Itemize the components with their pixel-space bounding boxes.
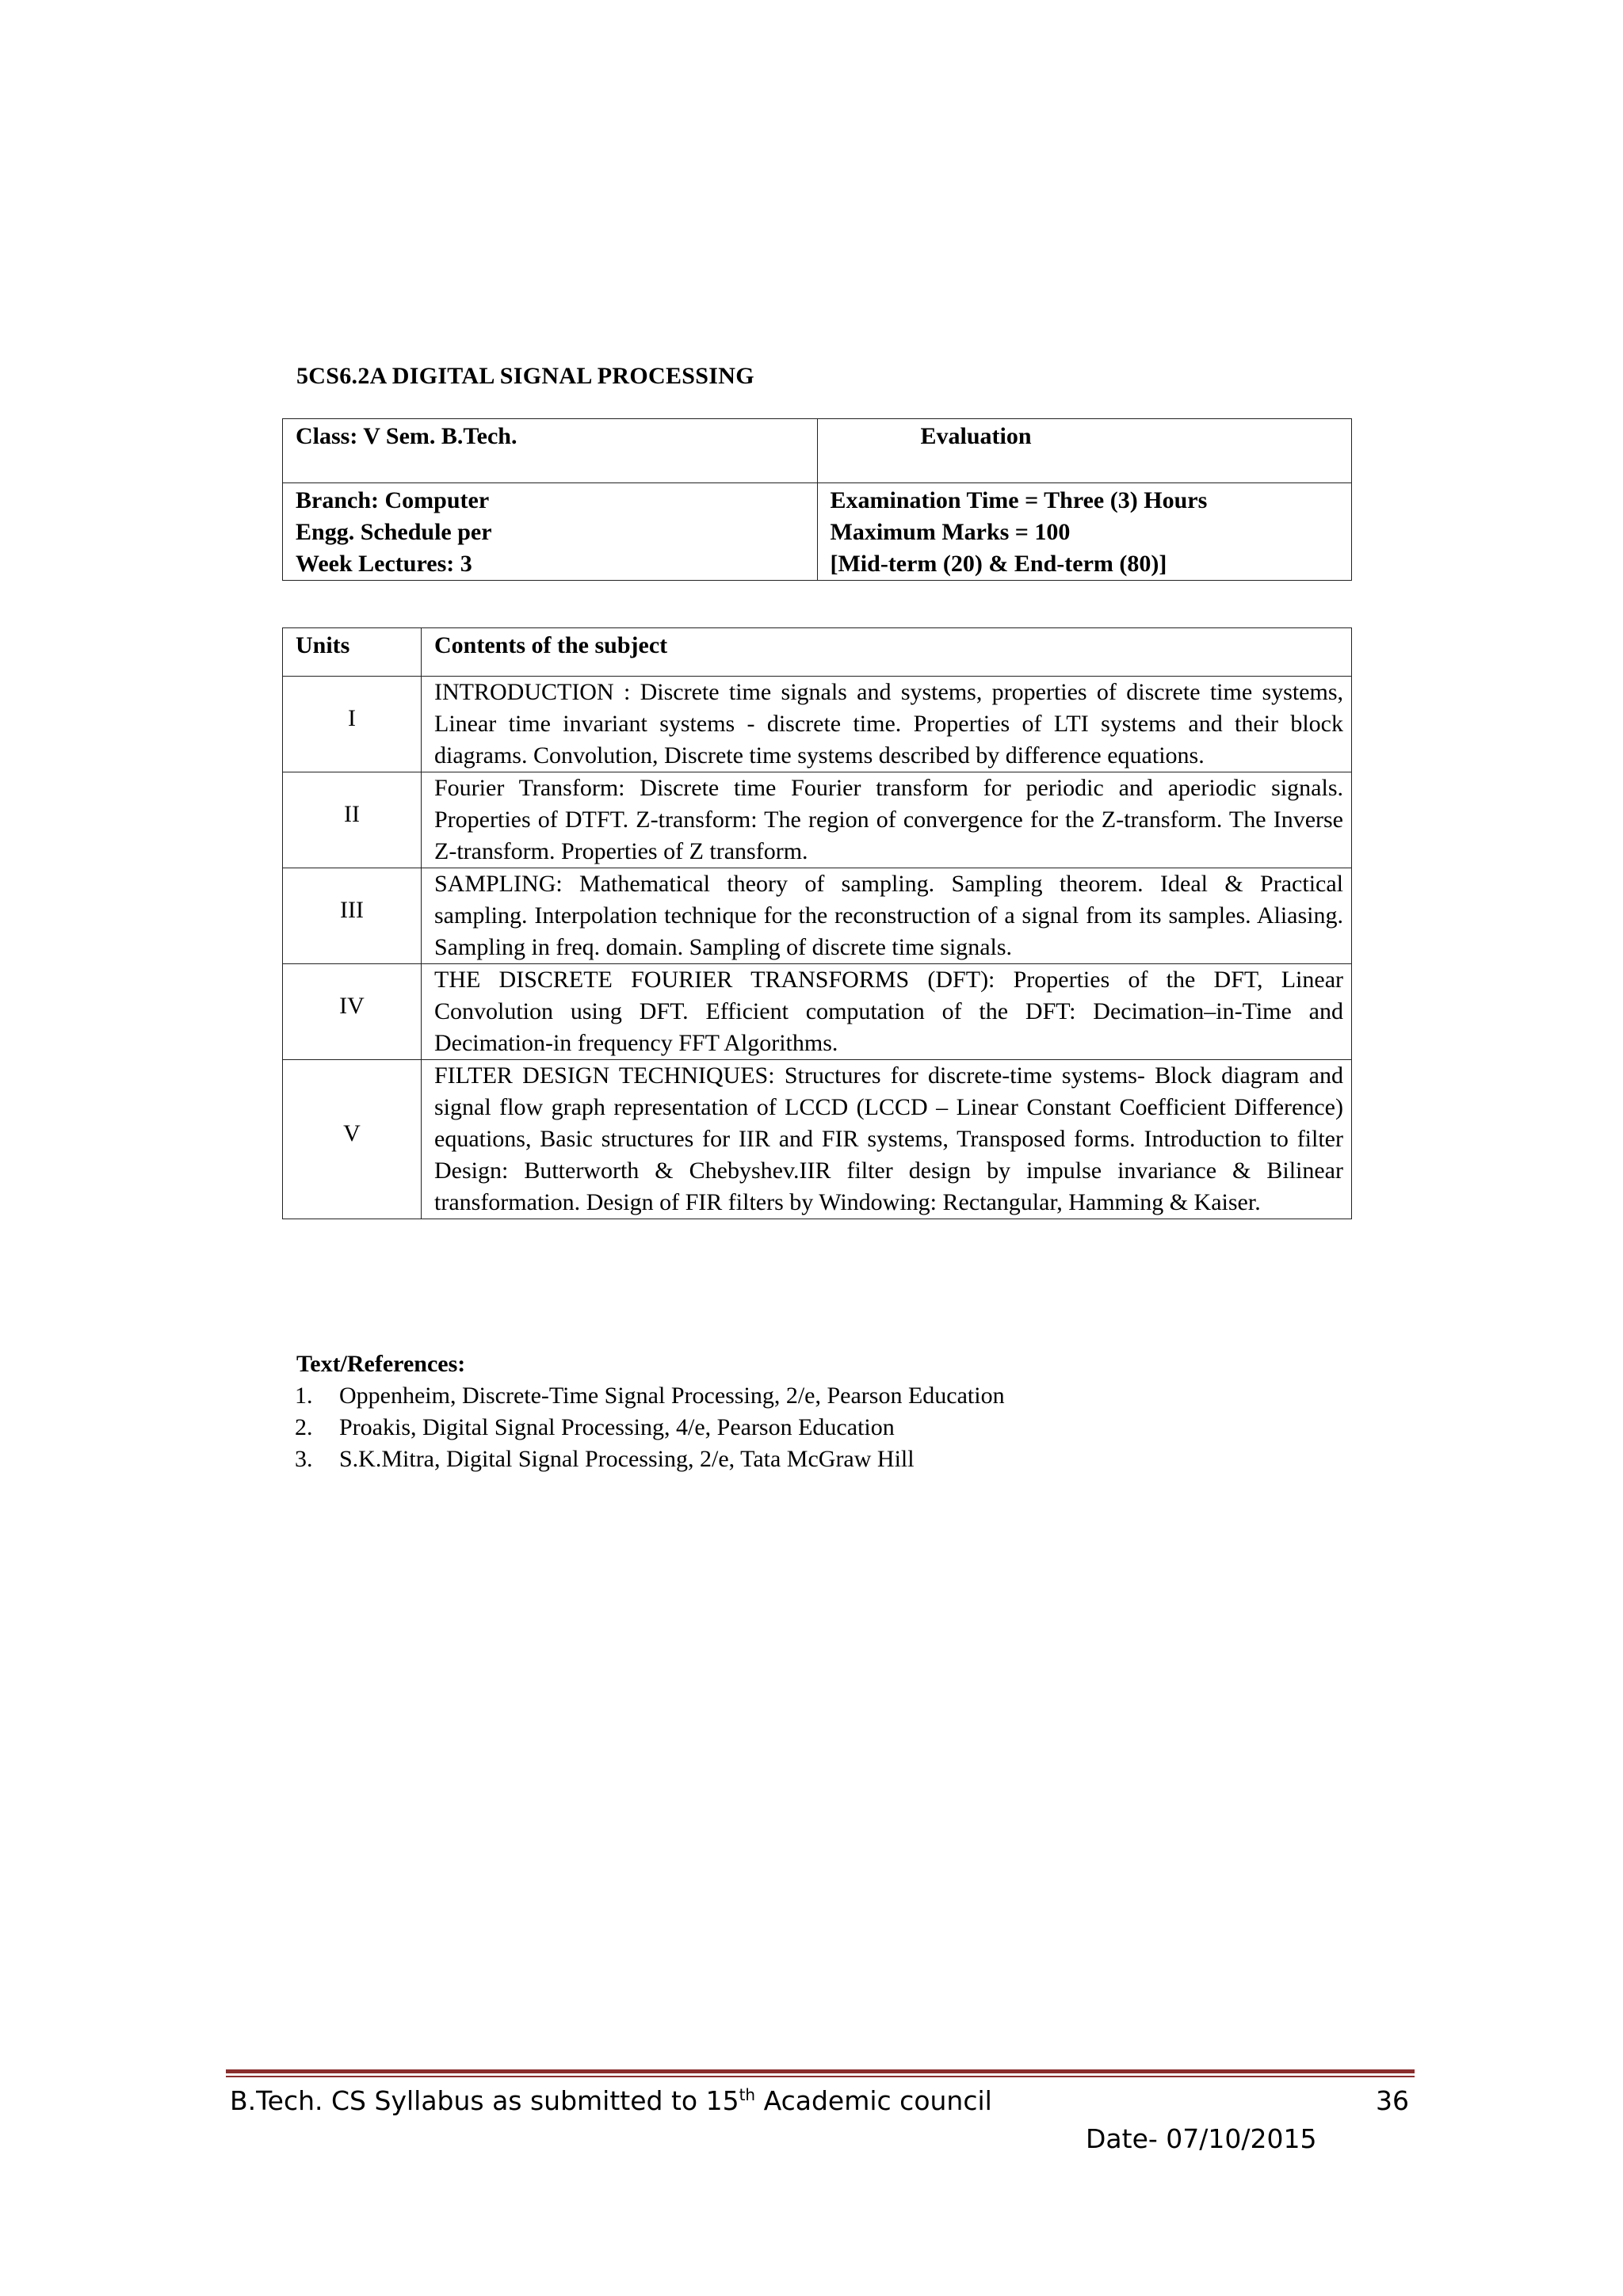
reference-number: 3. [295, 1446, 313, 1472]
unit-content: SAMPLING: Mathematical theory of sampling. Sampling theorem. Ideal & Practical sampling. Interpolation technique for the reconstruction of a signal from its samples. Aliasing. Sampling in freq. domain. Sampling of discrete time signals. [422, 868, 1352, 964]
class-cell [283, 419, 818, 483]
lectures-label: Week Lectures: 3 [296, 551, 472, 577]
unit-number: I [283, 677, 422, 772]
table-row [283, 677, 1352, 772]
footer-rule [226, 2069, 1415, 2073]
reference-number: 2. [295, 1414, 313, 1440]
info-row-details [283, 483, 1352, 581]
course-info-table [282, 418, 1352, 581]
reference-number: 1. [295, 1383, 313, 1409]
footer-superscript: th [739, 2085, 756, 2104]
class-label: Class: V Sem. B.Tech. [296, 423, 517, 449]
table-row [283, 772, 1352, 868]
unit-content: Fourier Transform: Discrete time Fourier transform for periodic and aperiodic signals. Properties of DTFT. Z-transform: The region of convergence for the Z-transform. The Inverse Z-transform. Properties of Z transform. [422, 772, 1352, 868]
table-row [283, 964, 1352, 1060]
unit-number: V [283, 1060, 422, 1219]
syllabus-table [282, 627, 1352, 1219]
schedule-label: Engg. Schedule per [296, 519, 492, 545]
contents-header: Contents of the subject [422, 628, 1352, 677]
references-section [296, 1348, 1005, 1475]
unit-content: THE DISCRETE FOURIER TRANSFORMS (DFT): Properties of the DFT, Linear Convolution using DFT. Efficient computation of the DFT: Decimation–in-Time and Decimation-in frequency FFT Algorithms. [422, 964, 1352, 1060]
table-row [283, 1060, 1352, 1219]
unit-number: IV [283, 964, 422, 1060]
course-title: 5CS6.2A DIGITAL SIGNAL PROCESSING [296, 363, 754, 389]
page-number: 36 [1376, 2085, 1409, 2116]
reference-text: S.K.Mitra, Digital Signal Processing, 2/e, Tata McGraw Hill [339, 1446, 915, 1472]
unit-content: FILTER DESIGN TECHNIQUES: Structures for discrete-time systems- Block diagram and signal flow graph representation of LCCD (LCCD – Linear Constant Coefficient Difference) equations, Basic structures for IIR and FIR systems, Transposed forms. Introduction to filter Design: Butterworth & Chebyshev.IIR filter design by impulse invariance & Bilinear transformation. Design of FIR filters by Windowing: Rectangular, Hamming & Kaiser. [422, 1060, 1352, 1219]
footer-text-tail: Academic council [755, 2085, 992, 2116]
info-row-header [283, 419, 1352, 483]
references-list [296, 1380, 1005, 1475]
exam-time-label: Examination Time = Three (3) Hours [830, 487, 1208, 513]
list-item [295, 1380, 1005, 1412]
units-header: Units [283, 628, 422, 677]
exam-cell [817, 483, 1352, 581]
footer-text [230, 2085, 992, 2116]
syllabus-header-row [283, 628, 1352, 677]
references-title: Text/References: [296, 1351, 466, 1377]
footer-text-main: B.Tech. CS Syllabus as submitted to 15 [230, 2085, 739, 2116]
list-item [295, 1412, 1005, 1444]
footer-date: Date- 07/10/2015 [1086, 2123, 1317, 2154]
evaluation-heading: Evaluation [920, 423, 1032, 449]
reference-text: Oppenheim, Discrete-Time Signal Processing, 2/e, Pearson Education [339, 1383, 1005, 1409]
unit-number: II [283, 772, 422, 868]
table-row [283, 868, 1352, 964]
unit-number: III [283, 868, 422, 964]
max-marks-label: Maximum Marks = 100 [830, 519, 1071, 545]
list-item [295, 1444, 1005, 1475]
marks-split-label: [Mid-term (20) & End-term (80)] [830, 551, 1167, 577]
branch-cell [283, 483, 818, 581]
evaluation-heading-cell [817, 419, 1352, 483]
branch-label: Branch: Computer [296, 487, 490, 513]
footer-rule-thin [226, 2076, 1415, 2077]
reference-text: Proakis, Digital Signal Processing, 4/e, Pearson Education [339, 1414, 895, 1440]
unit-content: INTRODUCTION : Discrete time signals and systems, properties of discrete time systems, Linear time invariant systems - discrete time. Properties of LTI systems and their block diagrams. Convolution, Discrete time systems described by difference equations. [422, 677, 1352, 772]
